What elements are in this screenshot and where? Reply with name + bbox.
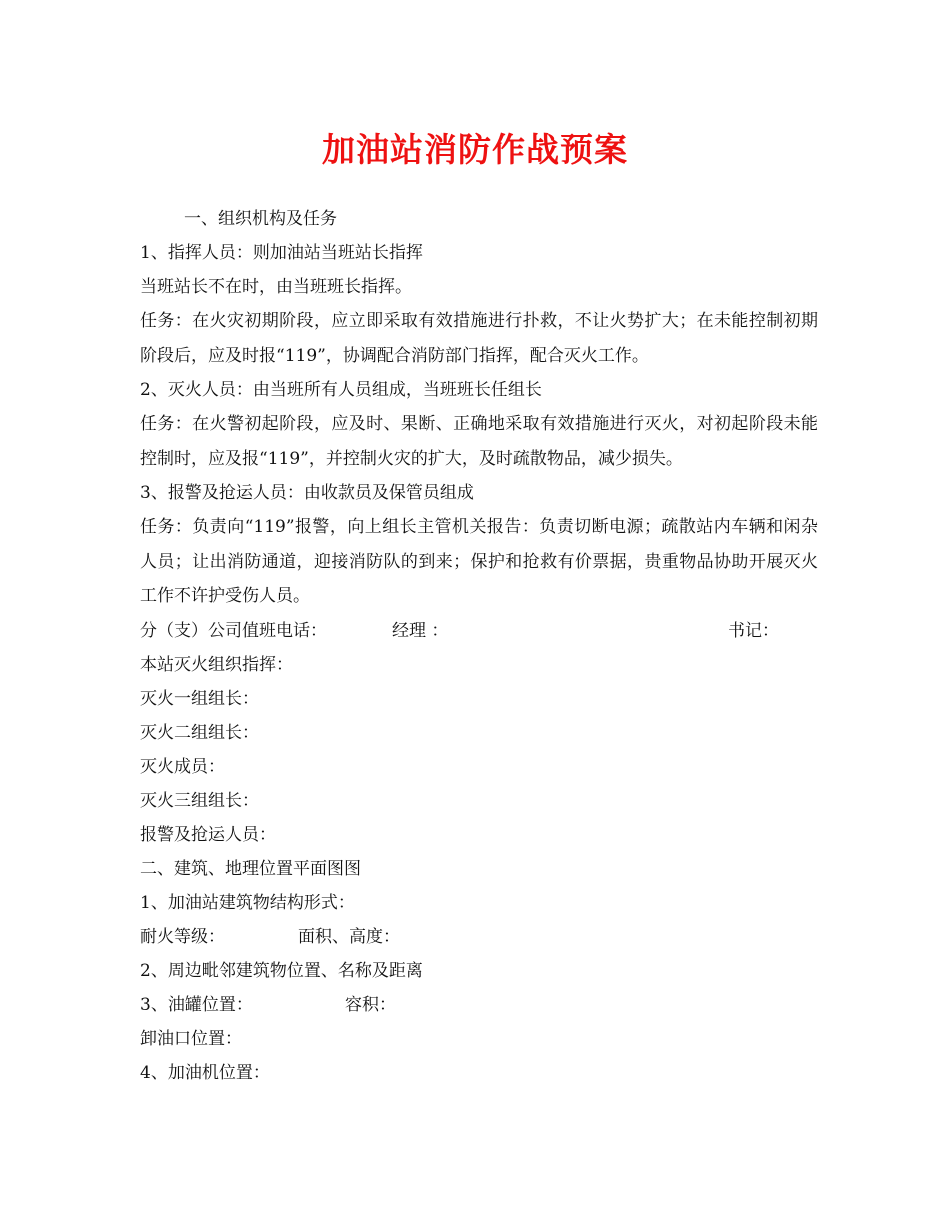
group1-leader-label: 灭火一组组长： [140, 688, 259, 709]
alarm-task-paragraph: 任务：负责向“119”报警，向上组长主管机关报告：负责切断电源；疏散站内车辆和闲杂人员；让出消防通道，迎接消防队的到来；保护和抢救有价票据，贵重物品协助开展灭火工作不许护受伤人员。 [140, 517, 818, 606]
group3-leader-label: 灭火三组组长： [140, 790, 259, 811]
fire-rating-label: 耐火等级： [140, 926, 225, 947]
structure-type-label: 1、加油站建筑物结构形式： [140, 892, 355, 913]
dispenser-position-label: 4、加油机位置： [140, 1062, 270, 1083]
commander-task-paragraph: 任务：在火灾初期阶段，应立即采取有效措施进行扑救，不让火势扩大；在未能控制初期阶段后，应及时报“119”，协调配合消防部门指挥，配合灭火工作。 [140, 311, 818, 366]
commander-line: 1、指挥人员：则加油站当班站长指挥 [140, 243, 423, 263]
command-structure-label: 本站灭火组织指挥： [140, 654, 293, 675]
duty-phone-label: 分（支）公司值班电话： [140, 620, 327, 641]
commander-backup-line: 当班站长不在时，由当班班长指挥。 [140, 277, 412, 297]
document-body [140, 202, 818, 1090]
alarm-staff-line: 3、报警及抢运人员：由收款员及保管员组成 [140, 483, 474, 503]
alarm-staff-label: 报警及抢运人员： [140, 824, 276, 845]
section-heading-1: 一、组织机构及任务 [184, 209, 337, 229]
neighbors-label: 2、周边毗邻建筑物位置、名称及距离 [140, 960, 423, 981]
tank-row [140, 988, 818, 1022]
firefighter-line: 2、灭火人员：由当班所有人员组成，当班班长任组长 [140, 380, 542, 400]
area-height-label: 面积、高度： [298, 926, 400, 947]
unload-port-label: 卸油口位置： [140, 1028, 242, 1049]
tank-position-label: 3、油罐位置： [140, 994, 253, 1015]
fire-members-label: 灭火成员： [140, 756, 225, 777]
fire-rating-row [140, 920, 818, 954]
duty-phone-row [140, 614, 818, 648]
capacity-label: 容积： [345, 994, 396, 1015]
section-heading-2: 二、建筑、地理位置平面图图 [140, 858, 361, 879]
group2-leader-label: 灭火二组组长： [140, 722, 259, 743]
secretary-label: 书记： [728, 620, 779, 641]
manager-label: 经理 ： [392, 620, 449, 641]
document-title: 加油站消防作战预案 [322, 130, 628, 169]
firefighter-task-paragraph: 任务：在火警初起阶段，应及时、果断、正确地采取有效措施进行灭火，对初起阶段未能控制时，应及报“119”，并控制火灾的扩大，及时疏散物品，减少损失。 [140, 414, 818, 469]
